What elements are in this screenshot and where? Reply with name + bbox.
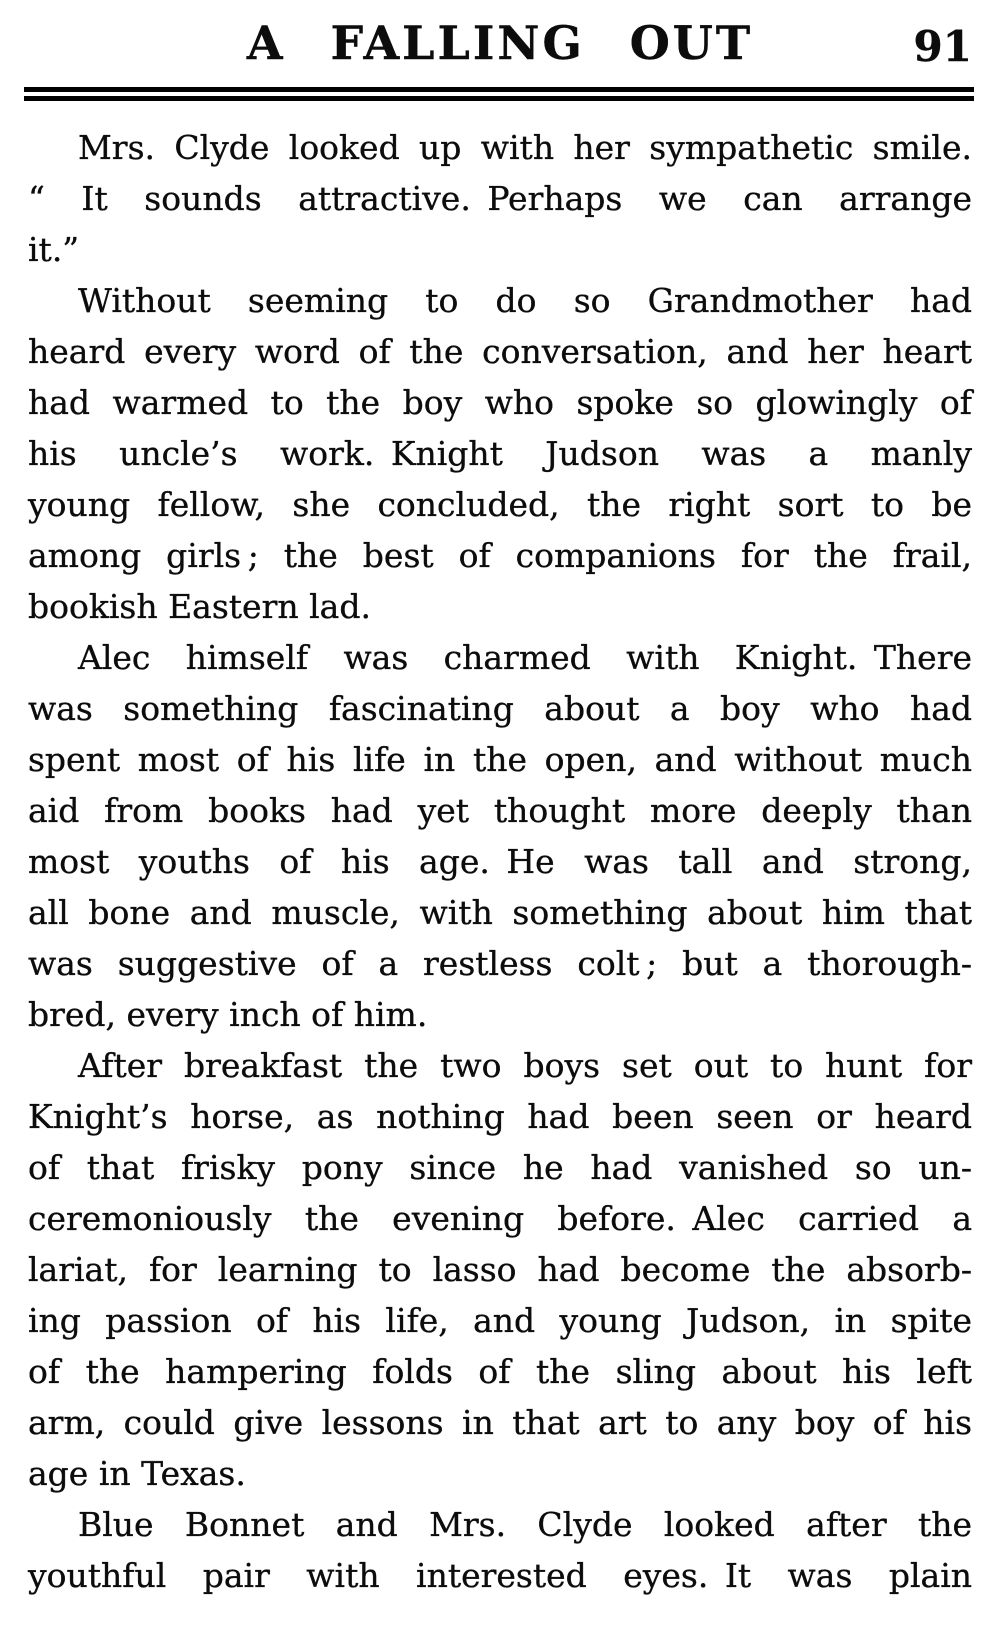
text-line: of that frisky pony since he had vanished so un-	[28, 1148, 972, 1187]
text-line: among girls ; the best of companions for the frail,	[28, 536, 972, 575]
text-line: age in Texas.	[28, 1454, 246, 1493]
text-line: his uncle’s work. Knight Judson was a manly	[28, 434, 972, 473]
paragraph	[28, 1040, 972, 1499]
text-line: it.”	[28, 230, 80, 269]
text-line: “ It sounds attractive. Perhaps we can arrange	[28, 179, 972, 218]
text-line: all bone and muscle, with something about him that	[28, 893, 972, 932]
text-line: most youths of his age. He was tall and strong,	[28, 842, 972, 881]
text-line: bookish Eastern lad.	[28, 587, 371, 626]
header-divider-rule	[24, 87, 974, 101]
text-line: ceremoniously the evening before. Alec carried a	[28, 1199, 972, 1238]
text-line: After breakfast the two boys set out to hunt for	[78, 1046, 972, 1085]
paragraph	[28, 632, 972, 1040]
text-line: was suggestive of a restless colt ; but a thorough-	[28, 944, 972, 983]
text-line: spent most of his life in the open, and without much	[28, 740, 972, 779]
text-line: of the hampering folds of the sling about his left	[28, 1352, 972, 1391]
text-line: heard every word of the conversation, and her heart	[28, 332, 972, 371]
text-line: ing passion of his life, and young Judson, in spite	[28, 1301, 972, 1340]
text-line: Without seeming to do so Grandmother had	[78, 281, 972, 320]
text-line: aid from books had yet thought more deeply than	[28, 791, 972, 830]
text-line: Mrs. Clyde looked up with her sympathetic smile.	[78, 128, 972, 167]
text-line: bred, every inch of him.	[28, 995, 428, 1034]
page-body	[28, 122, 972, 1601]
text-line: lariat, for learning to lasso had become the absorb-	[28, 1250, 972, 1289]
paragraph	[28, 1499, 972, 1601]
page-number: 91	[913, 22, 972, 71]
text-line: youthful pair with interested eyes. It was plain	[28, 1556, 972, 1595]
text-line: Knight’s horse, as nothing had been seen or heard	[28, 1097, 972, 1136]
text-line: Alec himself was charmed with Knight. There	[78, 638, 972, 677]
text-line: Blue Bonnet and Mrs. Clyde looked after the	[78, 1505, 972, 1544]
text-line: was something fascinating about a boy who had	[28, 689, 972, 728]
paragraph	[28, 122, 972, 275]
paragraph	[28, 275, 972, 632]
text-line: arm, could give lessons in that art to any boy of his	[28, 1403, 972, 1442]
page-title: A FALLING OUT	[246, 16, 754, 70]
text-line: young fellow, she concluded, the right sort to be	[28, 485, 972, 524]
text-line: had warmed to the boy who spoke so glowingly of	[28, 383, 972, 422]
